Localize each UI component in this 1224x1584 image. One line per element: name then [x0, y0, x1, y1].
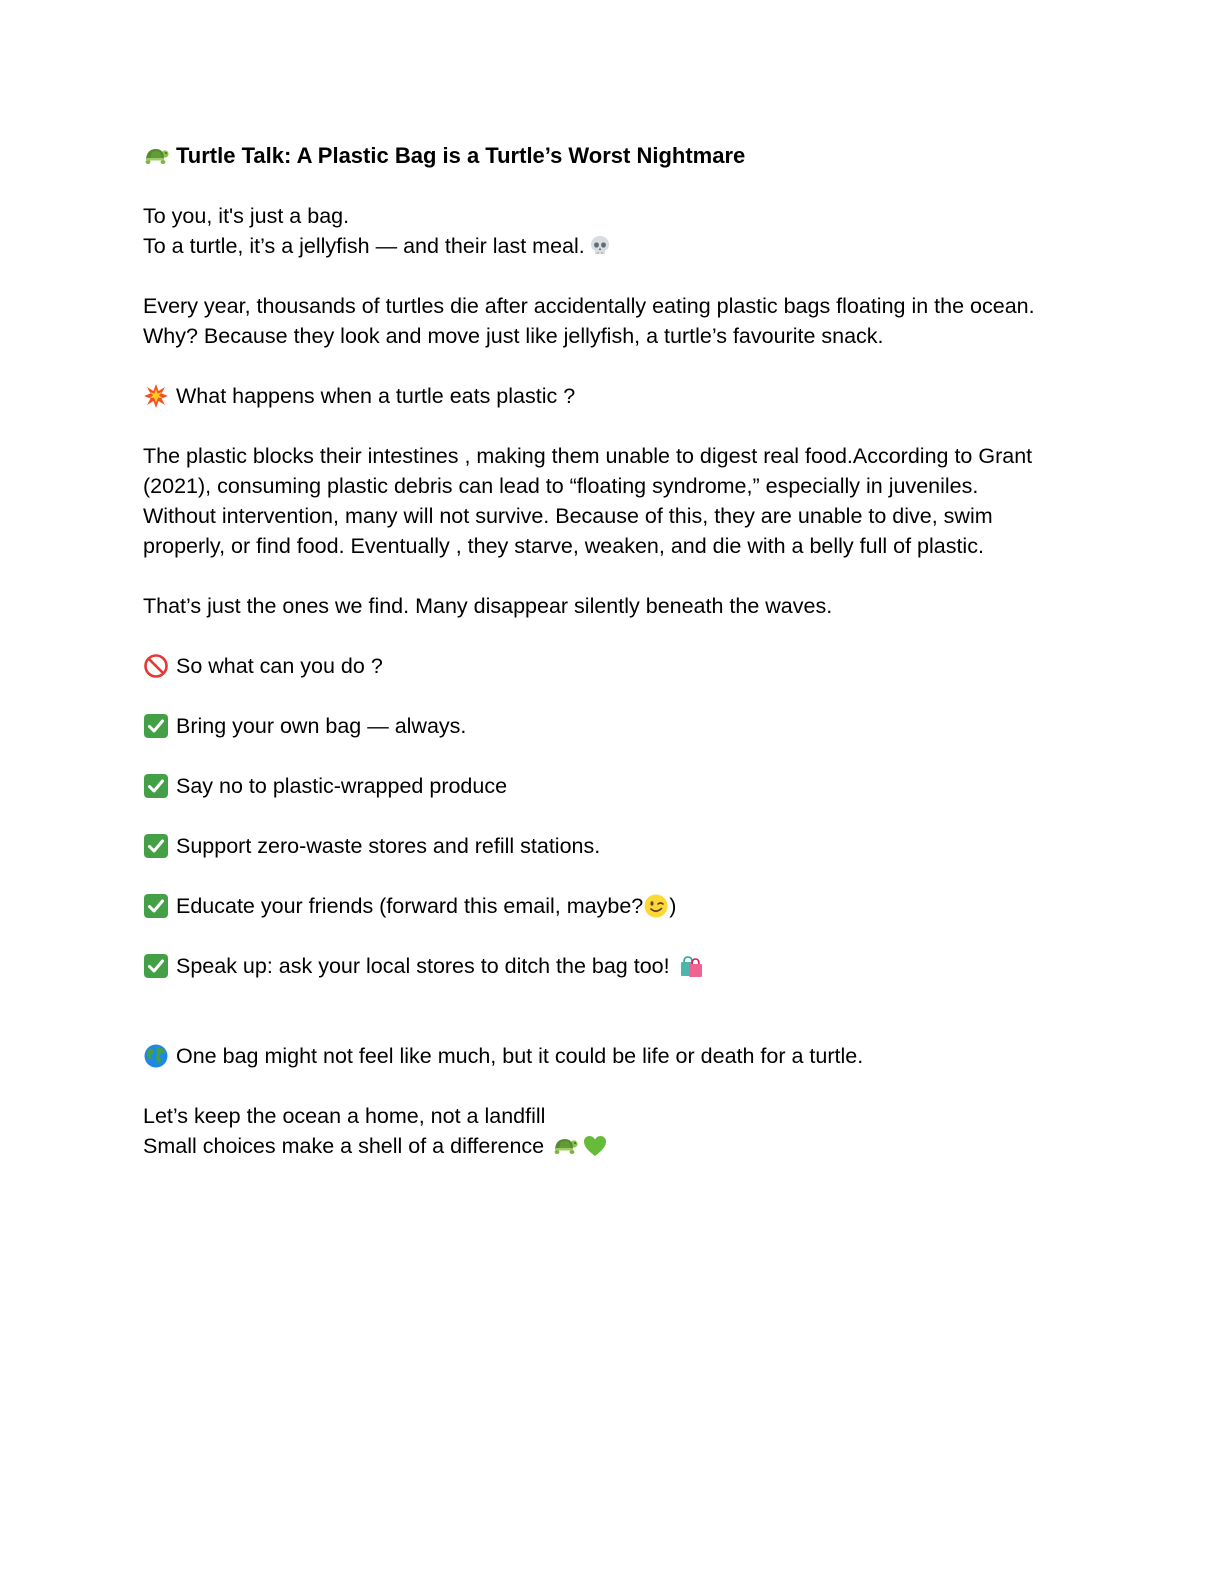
document-title — [143, 140, 1103, 172]
check-mark-icon — [143, 773, 169, 799]
signoff-line-2 — [143, 1131, 1103, 1161]
action-item-1-text: Bring your own bag — always. — [176, 714, 467, 738]
effects-line-1: The plastic blocks their intestines , making them unable to digest real food.According to Grant — [143, 444, 1033, 468]
check-mark-icon — [143, 953, 169, 979]
why-line-2: Why? Because they look and move just like jellyfish, a turtle’s favourite snack. — [143, 324, 884, 348]
shopping-bags-icon — [678, 953, 704, 979]
action-item-3 — [143, 831, 1103, 861]
action-item-5 — [143, 951, 1103, 981]
action-item-4-text: Educate your friends (forward this email, maybe? — [176, 894, 644, 918]
intro-line-1: To you, it's just a bag. — [143, 204, 350, 228]
skull-icon — [587, 233, 613, 259]
action-item-2 — [143, 771, 1103, 801]
why-line-1: Every year, thousands of turtles die after accidentally eating plastic bags floating in the ocean. — [143, 294, 1035, 318]
effects-line-3: Without intervention, many will not survive. Because of this, they are unable to dive, swim — [143, 504, 993, 528]
action-item-2-text: Say no to plastic-wrapped produce — [176, 774, 508, 798]
green-heart-icon — [582, 1133, 608, 1159]
signoff-line-1: Let’s keep the ocean a home, not a landfill — [143, 1104, 546, 1128]
check-mark-icon — [143, 713, 169, 739]
action-item-5-text: Speak up: ask your local stores to ditch the bag too! — [176, 954, 676, 978]
intro-line-2-text: To a turtle, it’s a jellyfish — and their last meal. — [143, 234, 585, 258]
closing-text: One bag might not feel like much, but it could be life or death for a turtle. — [176, 1044, 864, 1068]
signoff-line-2-text: Small choices make a shell of a difference — [143, 1134, 551, 1158]
found-paragraph: That’s just the ones we find. Many disappear silently beneath the waves. — [143, 594, 833, 618]
action-heading — [143, 651, 1103, 681]
closing-line — [143, 1041, 1103, 1071]
action-item-4 — [143, 891, 1103, 921]
question-heading — [143, 381, 1103, 411]
question-heading-text: What happens when a turtle eats plastic ? — [176, 384, 576, 408]
document-page — [143, 140, 1103, 1161]
effects-line-2: (2021), consuming plastic debris can lead to “floating syndrome,” especially in juveniles. — [143, 474, 979, 498]
action-item-4-suffix: ) — [669, 894, 677, 918]
action-item-1 — [143, 711, 1103, 741]
action-heading-text: So what can you do ? — [176, 654, 383, 678]
turtle-icon — [143, 143, 169, 169]
turtle-icon — [552, 1133, 578, 1159]
globe-icon — [143, 1043, 169, 1069]
action-item-3-text: Support zero-waste stores and refill stations. — [176, 834, 601, 858]
title-text: Turtle Talk: A Plastic Bag is a Turtle’s Worst Nightmare — [176, 143, 746, 168]
check-mark-icon — [143, 893, 169, 919]
prohibited-icon — [143, 653, 169, 679]
winking-face-icon — [643, 893, 669, 919]
collision-icon — [143, 383, 169, 409]
intro-line-2 — [143, 231, 1103, 261]
effects-line-4: properly, or find food. Eventually , they starve, weaken, and die with a belly full of plastic. — [143, 534, 984, 558]
check-mark-icon — [143, 833, 169, 859]
